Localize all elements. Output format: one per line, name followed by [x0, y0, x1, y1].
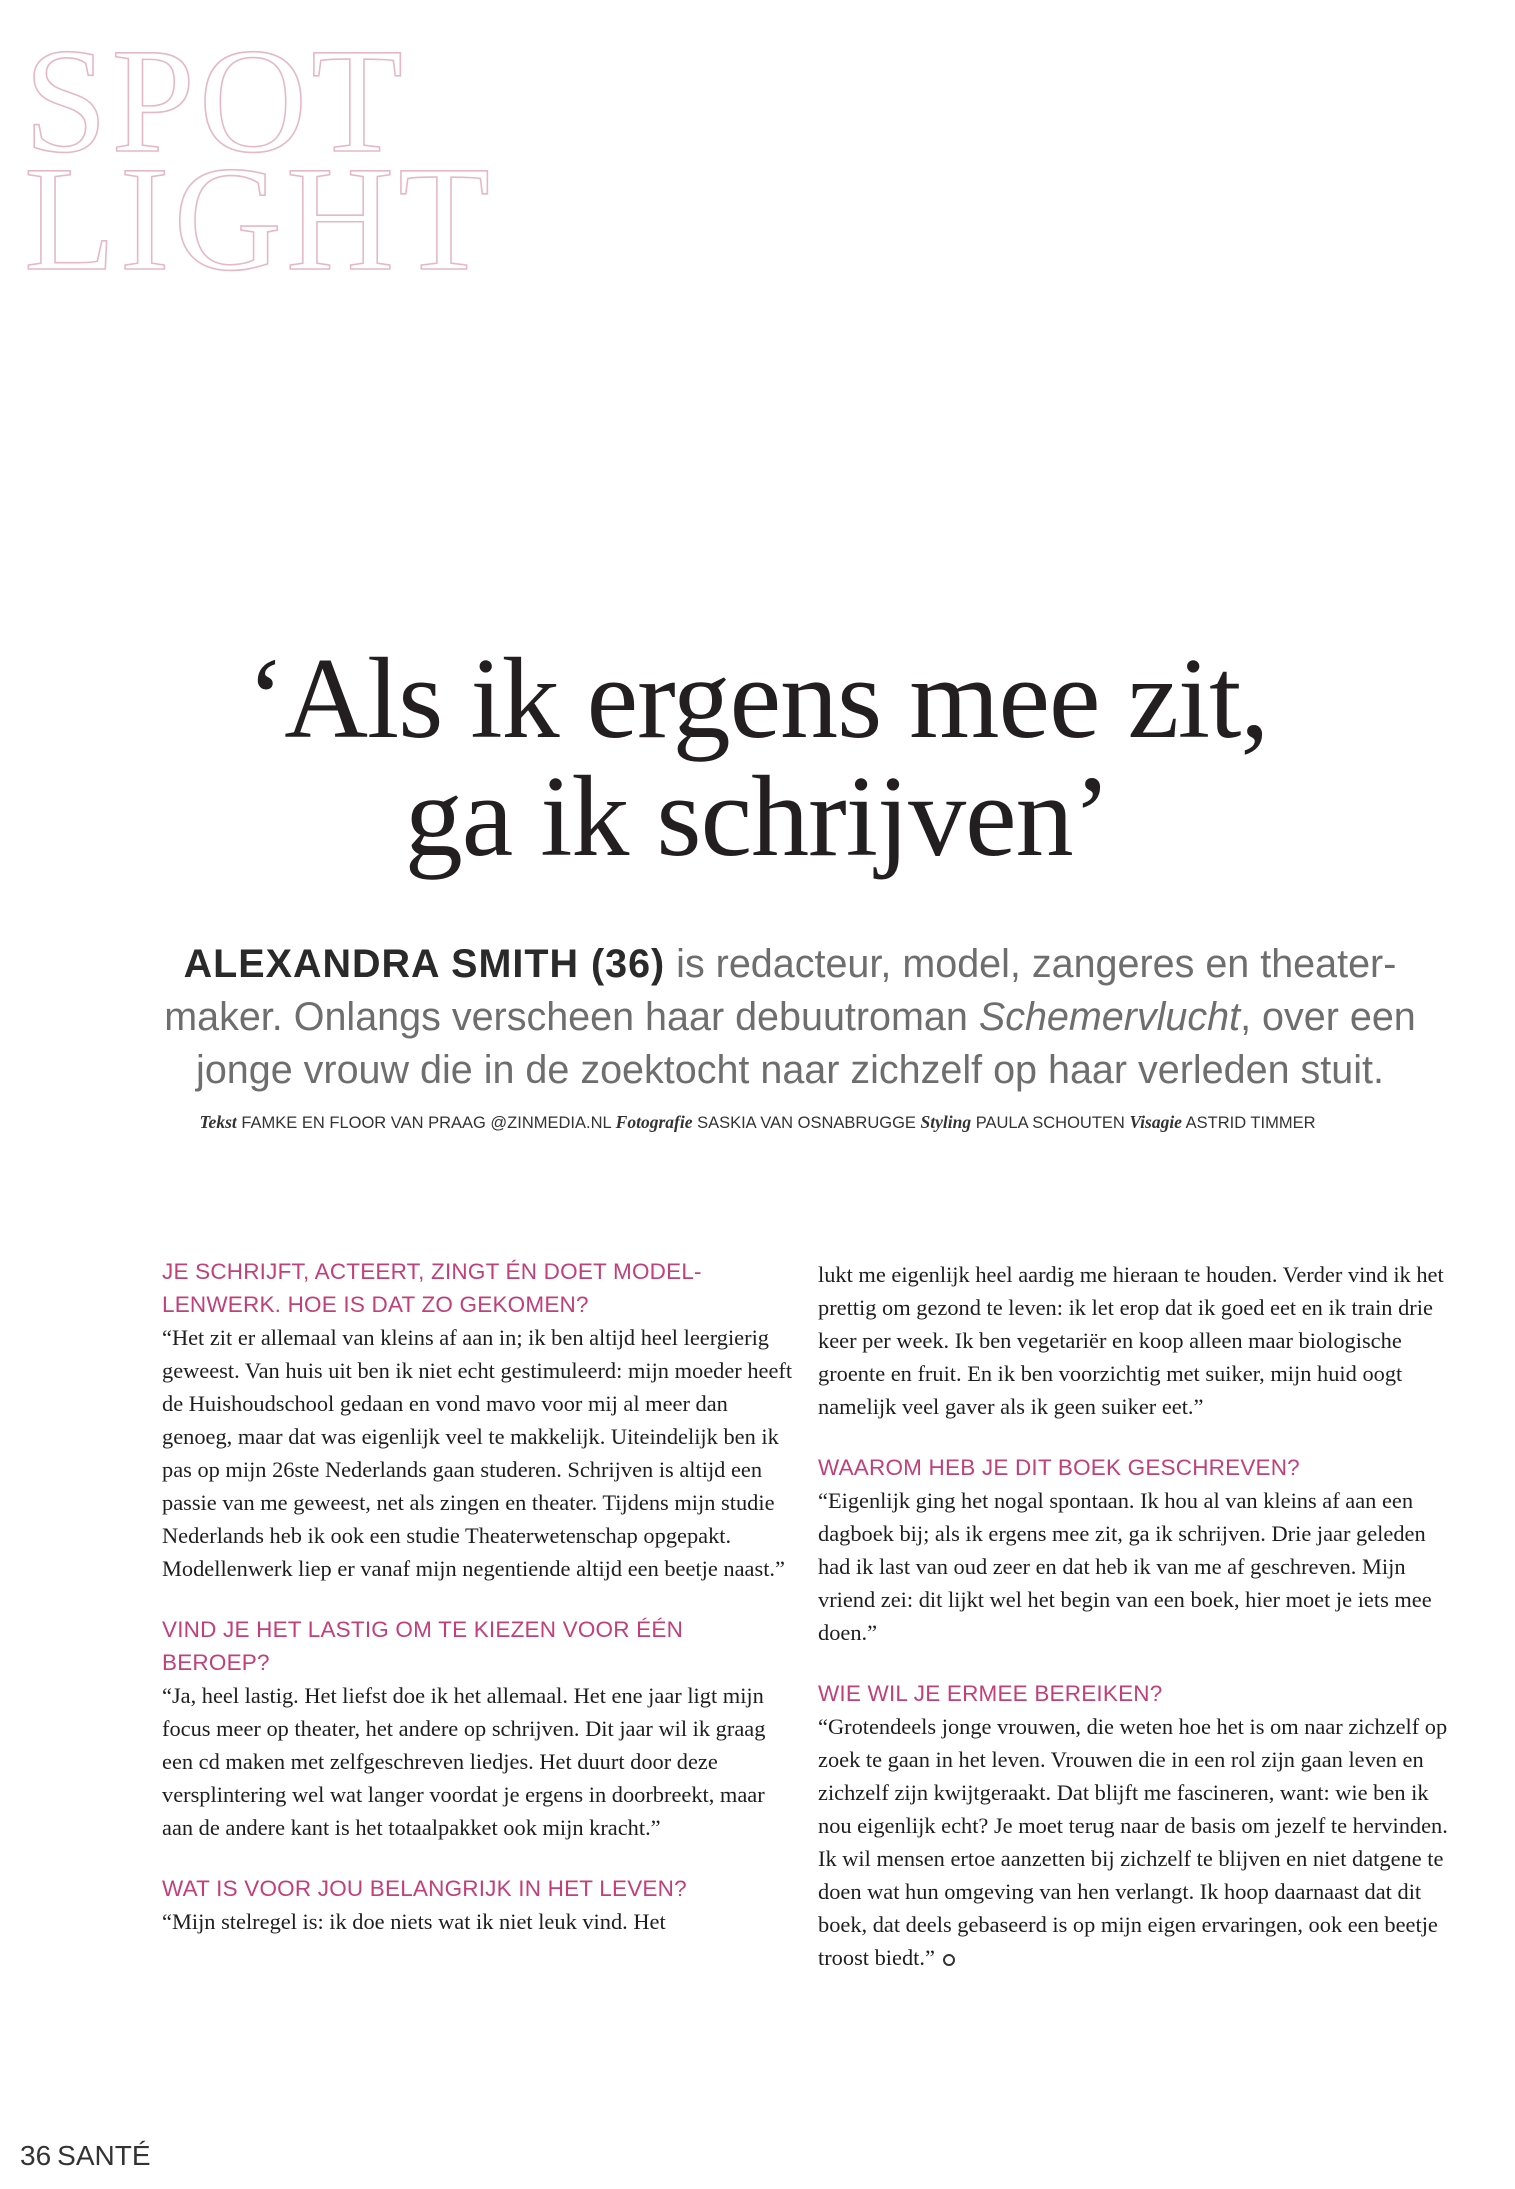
credit-visagie-label: Visagie	[1129, 1112, 1182, 1132]
question-heading: JE SCHRIJFT, ACTEERT, ZINGT ÉN DOET MODELLENWERK. HOE IS DAT ZO GEKOMEN?	[162, 1259, 702, 1317]
answer-continuation: lukt me eigenlijk heel aardig me hieraan te houden. Verder vind ik het prettig om gezond te leven: ik let erop dat ik goed eet en ik train drie keer per week. Ik ben vegetariër en koop alleen maar biologische groente en fruit. En ik ben voorzichtig met suiker, mijn huid oogt namelijk veel gaver als ik geen suiker eet.”	[818, 1262, 1444, 1419]
answer-paragraph: “Het zit er allemaal van kleins af aan in; ik ben altijd heel leergierig geweest. Van huis uit ben ik niet echt gestimuleerd: mijn moeder heeft de Huishoudschool gedaan en vond mavo voor mij al meer dan genoeg, maar dat was eigenlijk veel te makkelijk. Uiteindelijk ben ik pas op mijn 26ste Nederlands gaan studeren. Schrijven is altijd een passie van me geweest, net als zingen en theater. Tijdens mijn studie Nederlands heb ik ook een studie Theaterwetenschap opgepakt. Modellenwerk liep er vanaf mijn negentiende altijd een beetje naast.”	[162, 1325, 793, 1581]
answer-paragraph: “Mijn stelregel is: ik doe niets wat ik niet leuk vind. Het	[162, 1909, 666, 1934]
intro-text-2: , over een jonge vrouw die in de zoektocht naar zichzelf op haar verleden stuit.	[196, 995, 1416, 1092]
answer-paragraph: “Eigenlijk ging het nogal spontaan. Ik hou al van kleins af aan een dagboek bij; als ik ergens mee zit, ga ik schrijven. Drie jaar geleden had ik last van oud zeer en dat heb ik van me af geschreven. Mijn vriend zei: dit lijkt wel het begin van een boek, hier moet je iets mee doen.”	[818, 1488, 1432, 1645]
section-title	[24, 18, 494, 302]
credit-styling-value: PAULA SCHOUTEN	[975, 1114, 1125, 1132]
credit-text-label: Tekst	[199, 1112, 237, 1132]
question-heading: WIE WIL JE ERMEE BEREIKEN?	[818, 1681, 1163, 1706]
credit-photo-value: SASKIA VAN OSNABRUGGE	[697, 1114, 916, 1132]
credit-visagie-value: ASTRID TIMMER	[1185, 1114, 1316, 1132]
page-footer	[20, 2140, 151, 2172]
page-number: 36	[20, 2140, 52, 2171]
intro-text-1: is redacteur, model, zangeres en theatermaker. Onlangs verscheen haar debuutroman	[164, 942, 1397, 1039]
answer-paragraph	[818, 1710, 1450, 1974]
magazine-name: SANTÉ	[57, 2140, 151, 2171]
headline-line-1: ‘Als ik ergens mee zit,	[246, 635, 1269, 763]
answer-paragraph: “Ja, heel lastig. Het liefst doe ik het allemaal. Het ene jaar ligt mijn focus meer op theater, het andere op schrijven. Dit jaar wil ik graag een cd maken met zelfgeschreven liedjes. Het duurt door deze versplintering wel wat langer voordat je ergens in doorbreekt, maar aan de andere kant is het totaalpakket ook mijn kracht.”	[162, 1683, 766, 1840]
section-title-line-1: SPOT	[24, 18, 407, 184]
credits-line	[0, 1112, 1515, 1133]
left-column	[162, 1255, 794, 1938]
headline-line-2: ga ik schrijven’	[404, 753, 1111, 881]
credit-photo-label: Fotografie	[615, 1112, 693, 1132]
question-heading: VIND JE HET LASTIG OM TE KIEZEN VOOR ÉÉN BEROEP?	[162, 1617, 684, 1675]
section-title-line-2: LIGHT	[24, 136, 494, 302]
answer-text: “Grotendeels jonge vrouwen, die weten hoe het is om naar zichzelf op zoek te gaan in het leven. Vrouwen die in een rol zijn gaan leven en zichzelf zijn kwijtgeraakt. Dat blijft me fascineren, want: wie ben ik nou eigenlijk echt? Je moet terug naar de basis om jezelf te hervinden. Ik wil mensen ertoe aanzetten bij zichzelf te blijven en niet datgene te doen wat hun omgeving van hen verlangt. Ik hoop daarnaast dat dit boek, dat deels gebaseerd is op mijn eigen ervaringen, ook een beetje troost biedt.”	[818, 1714, 1448, 1970]
question-heading: WAT IS VOOR JOU BELANGRIJK IN HET LEVEN?	[162, 1876, 687, 1901]
credit-styling-label: Styling	[920, 1112, 972, 1132]
right-column	[818, 1258, 1450, 1974]
subject-name: ALEXANDRA SMITH (36)	[183, 942, 666, 986]
article-headline	[0, 635, 1515, 881]
article-intro	[160, 938, 1420, 1097]
question-heading: WAAROM HEB JE DIT BOEK GESCHREVEN?	[818, 1455, 1300, 1480]
end-of-article-icon	[943, 1954, 955, 1966]
credit-text-value: FAMKE EN FLOOR VAN PRAAG @ZINMEDIA.NL	[241, 1114, 612, 1132]
book-title: Schemervlucht	[978, 995, 1241, 1039]
